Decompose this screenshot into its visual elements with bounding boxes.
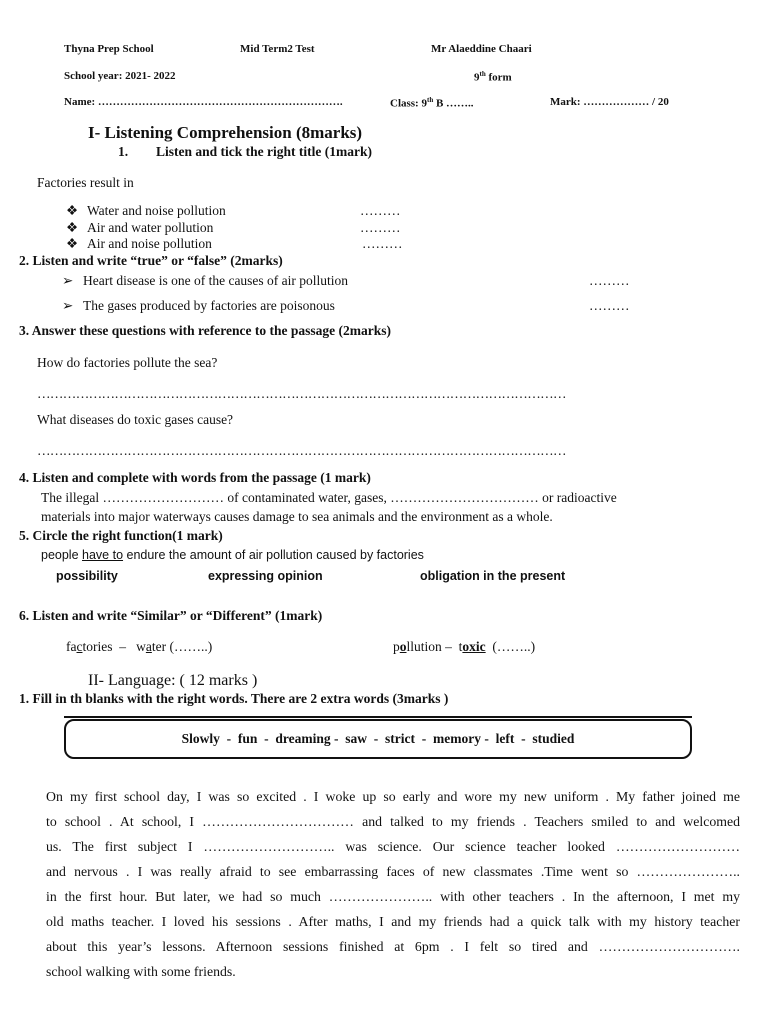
q2-title: 2. Listen and write “true” or “false” (2marks) bbox=[19, 253, 283, 268]
q1-number: 1. bbox=[118, 144, 129, 159]
tick-blank[interactable]: ……… bbox=[362, 236, 403, 251]
paragraph-line[interactable]: in the first hour. But later, we had so much ………………….. with other teachers . In the afternoon, I met my bbox=[46, 889, 740, 904]
section-2-title: II- Language: ( 12 marks ) bbox=[88, 672, 258, 689]
q3-question-a: How do factories pollute the sea? bbox=[37, 355, 218, 370]
diamond-bullet-icon: ❖ bbox=[66, 220, 79, 235]
q2-item: ➢ The gases produced by factories are poisonous bbox=[62, 298, 335, 313]
paragraph-line[interactable]: about this year’s lessons. Afternoon sessions finished at 6pm . I felt so tired and …………………………. bbox=[46, 939, 740, 954]
q3-title: 3. Answer these questions with reference to the passage (2marks) bbox=[19, 323, 391, 338]
language-q1-title: 1. Fill in th blanks with the right words. There are 2 extra words (3marks ) bbox=[19, 691, 449, 706]
diamond-bullet-icon: ❖ bbox=[66, 203, 79, 218]
paragraph-line: On my first school day, I was so excited . I woke up so early and wore my new uniform . My father joined me bbox=[46, 789, 740, 804]
q1-option[interactable]: ❖ Air and noise pollution bbox=[66, 236, 212, 251]
fill-in-paragraph[interactable] bbox=[46, 784, 740, 984]
word-bank bbox=[64, 719, 692, 759]
q1-option[interactable]: ❖ Air and water pollution bbox=[66, 220, 214, 235]
name-field[interactable]: Name: …………………………………………………………. bbox=[64, 96, 343, 108]
diamond-bullet-icon: ❖ bbox=[66, 236, 79, 251]
word-bank-words: Slowly - fun - dreaming - saw - strict - memory - left - studied bbox=[181, 731, 575, 746]
test-title: Mid Term2 Test bbox=[240, 43, 315, 55]
answer-line[interactable]: …………………………………………………………………………………………………………… bbox=[37, 443, 566, 458]
q6-title: 6. Listen and write “Similar” or “Different” (1mark) bbox=[19, 608, 323, 623]
q3-question-b: What diseases do toxic gases cause? bbox=[37, 412, 234, 427]
arrow-bullet-icon: ➢ bbox=[62, 298, 74, 313]
class-field[interactable]: Class: 9th B …….. bbox=[390, 96, 474, 110]
mark-field[interactable]: Mark: ……………… / 20 bbox=[550, 96, 669, 108]
q6-pair-1[interactable]: factories – water (……..) bbox=[66, 639, 213, 654]
arrow-bullet-icon: ➢ bbox=[62, 273, 74, 288]
choice-possibility[interactable]: possibility bbox=[56, 569, 118, 583]
q4-line-1[interactable]: The illegal ……………………… of contaminated water, gases, …………………………… or radioactive bbox=[41, 490, 617, 505]
school-name: Thyna Prep School bbox=[64, 43, 154, 55]
q1-lead: Factories result in bbox=[37, 175, 134, 190]
paragraph-line[interactable]: us. The first subject I ……………………….. was science. Our science teacher looked ……………………… bbox=[46, 839, 740, 854]
q5-sentence: people have to endure the amount of air pollution caused by factories bbox=[41, 548, 424, 562]
form-level: 9th form bbox=[474, 70, 512, 84]
section-1-title: I- Listening Comprehension (8marks) bbox=[88, 123, 363, 142]
true-false-blank[interactable]: ……… bbox=[589, 298, 630, 313]
word-bank-top-rule bbox=[64, 716, 692, 718]
q2-item: ➢ Heart disease is one of the causes of air pollution bbox=[62, 273, 349, 288]
q4-title: 4. Listen and complete with words from the passage (1 mark) bbox=[19, 470, 371, 485]
paragraph-line[interactable]: and nervous . I was really afraid to see embarrassing faces of new classmates .Time went so ………………….. bbox=[46, 864, 740, 879]
answer-line[interactable]: …………………………………………………………………………………………………………… bbox=[37, 386, 566, 401]
paragraph-line: old maths teacher. I loved his sessions . After maths, I and my friends had a quick talk with my history teacher bbox=[46, 914, 740, 929]
choice-obligation[interactable]: obligation in the present bbox=[420, 569, 566, 583]
q1-title: Listen and tick the right title (1mark) bbox=[156, 144, 372, 159]
q6-pair-2[interactable]: pollution – toxic (……..) bbox=[393, 639, 536, 654]
tick-blank[interactable]: ……… bbox=[360, 220, 401, 235]
teacher-name: Mr Alaeddine Chaari bbox=[431, 43, 532, 55]
q1-option[interactable]: ❖ Water and noise pollution bbox=[66, 203, 226, 218]
paragraph-line[interactable]: to school . At school, I …………………………… and talked to my friends . Teachers smiled to and welcomed bbox=[46, 814, 740, 829]
true-false-blank[interactable]: ……… bbox=[589, 273, 630, 288]
school-year: School year: 2021- 2022 bbox=[64, 70, 176, 82]
paragraph-line: school walking with some friends. bbox=[46, 964, 236, 979]
tick-blank[interactable]: ……… bbox=[360, 203, 401, 218]
q4-line-2: materials into major waterways causes damage to sea animals and the environment as a whole. bbox=[41, 509, 553, 524]
q5-title: 5. Circle the right function(1 mark) bbox=[19, 528, 223, 543]
choice-expressing-opinion[interactable]: expressing opinion bbox=[208, 569, 323, 583]
